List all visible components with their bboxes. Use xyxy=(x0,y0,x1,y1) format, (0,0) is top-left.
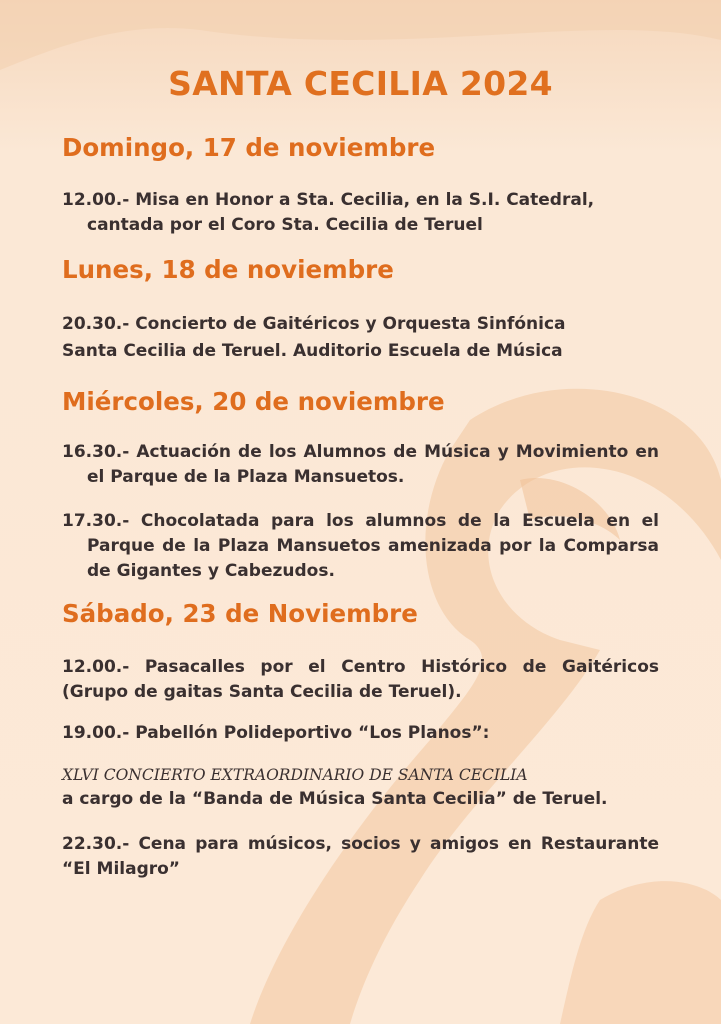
page-title: SANTA CECILIA 2024 xyxy=(168,64,553,103)
event-item: a cargo de la “Banda de Música Santa Cecilia” de Teruel. xyxy=(62,789,608,809)
event-item: 16.30.- Actuación de los Alumnos de Música y Movimiento en el Parque de la Plaza Mansuetos. xyxy=(62,442,659,487)
event-item: 12.00.- Misa en Honor a Sta. Cecilia, en la S.I. Catedral, cantada por el Coro Sta. Cecilia de Teruel xyxy=(62,190,595,235)
event-item: 19.00.- Pabellón Polideportivo “Los Planos”: xyxy=(62,723,490,743)
event-item: 20.30.- Concierto de Gaitéricos y Orquesta Sinfónica xyxy=(62,314,566,334)
day-heading-saturday: Sábado, 23 de Noviembre xyxy=(62,599,418,628)
day-heading-wednesday: Miércoles, 20 de noviembre xyxy=(62,387,445,416)
concert-title: XLVI CONCIERTO EXTRAORDINARIO DE SANTA CECILIA xyxy=(62,766,528,784)
event-item: 22.30.- Cena para músicos, socios y amigos en Restaurante “El Milagro” xyxy=(62,834,659,879)
day-heading-monday: Lunes, 18 de noviembre xyxy=(62,255,394,284)
event-item: 12.00.- Pasacalles por el Centro Histórico de Gaitéricos (Grupo de gaitas Santa Cecilia de Teruel). xyxy=(62,657,659,702)
event-item: Santa Cecilia de Teruel. Auditorio Escuela de Música xyxy=(62,341,563,361)
day-heading-sunday: Domingo, 17 de noviembre xyxy=(62,133,436,162)
event-item: 17.30.- Chocolatada para los alumnos de la Escuela en el Parque de la Plaza Mansuetos amenizada por la Comparsa de Gigantes y Cabezudos. xyxy=(62,511,659,581)
